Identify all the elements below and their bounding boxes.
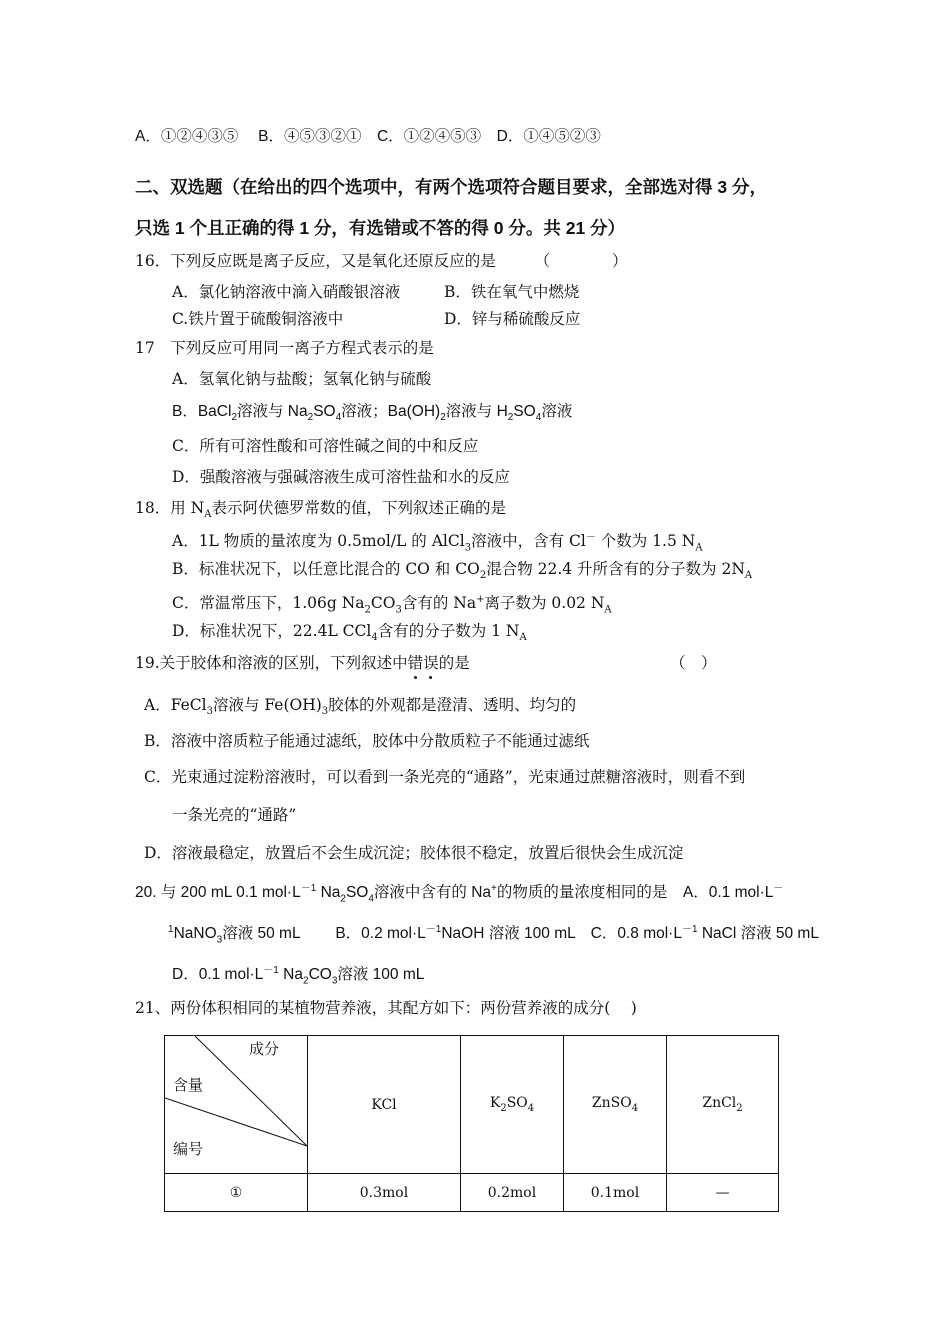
q17-stem: 17 下列反应可用同一离子方程式表示的是 — [135, 339, 434, 357]
column-header-kcl: KCl — [308, 1036, 461, 1174]
corner-label-component: 成分 — [249, 1040, 280, 1058]
q19-stem: 19.关于胶体和溶液的区别，下列叙述中错误的是 — [135, 654, 470, 672]
emphasis-dot-char: 误 — [423, 654, 439, 672]
q16-option-c: C.铁片置于硫酸铜溶液中 — [172, 310, 344, 328]
table-cell: — — [667, 1174, 779, 1212]
table-corner-cell — [165, 1036, 308, 1174]
q17-option-c: C．所有可溶性酸和可溶性碱之间的中和反应 — [172, 437, 479, 455]
table-cell-row-label: ① — [165, 1174, 308, 1212]
corner-label-number: 编号 — [173, 1140, 204, 1158]
table-cell: 0.3mol — [308, 1174, 461, 1212]
corner-label-amount: 含量 — [173, 1076, 204, 1094]
q19-option-a: A．FeCl$_3$溶液与 $Fe(OH)_3$胶体的外观都是澄清、透明、均匀的 — [144, 696, 577, 718]
q19-option-d: D．溶液最稳定，放置后不会生成沉淀；胶体很不稳定，放置后很快会生成沉淀 — [144, 844, 684, 862]
q18-stem: 18．用 $N_A$表示阿伏德罗常数的值，下列叙述正确的是 — [135, 499, 506, 521]
column-header-zncl2: ZnCl$_2$ — [667, 1036, 779, 1174]
q20-line1: 20. 与 200 mL 0.1 $mol\cdot L^{-1}$ $Na_2SO_4$溶液中含有的 Na+的物质的量浓度相同的是 A．0.1 mol·L－ — [135, 883, 784, 905]
q17-option-d: D．强酸溶液与强碱溶液生成可溶性盐和水的反应 — [172, 468, 510, 486]
column-header-znso4: ZnSO$_4$ — [564, 1036, 667, 1174]
table-cell: 0.1mol — [564, 1174, 667, 1212]
q18-option-b: B．标准状况下，以任意比混合的 CO 和 $CO_2$混合物 22.4 升所含有的分子数为 $2N_A$ — [172, 560, 753, 582]
q18-option-d: D．标准状况下，22.4L CCl$_4$含有的分子数为 1 $N_A$ — [172, 622, 527, 644]
nutrient-table — [164, 1035, 779, 1212]
emphasis-dot-char: 错 — [407, 654, 424, 672]
q17-option-a: A．氢氧化钠与盐酸；氢氧化钠与硫酸 — [172, 370, 432, 388]
q16-option-b: B．铁在氧气中燃烧 — [444, 283, 580, 301]
q19-option-b: B．溶液中溶质粒子能通过滤纸，胶体中分散质粒子不能通过滤纸 — [144, 732, 590, 750]
q19-option-c-line2: 一条光亮的“通路” — [172, 806, 297, 824]
q19-option-c-line1: C．光束通过淀粉溶液时，可以看到一条光亮的“通路”，光束通过蔗糖溶液时，则看不到 — [144, 768, 746, 786]
q16-option-d: D．锌与稀硫酸反应 — [444, 310, 581, 328]
q15-options: A．①②④③⑤ B．④⑤③②① C．①②④⑤③ D．①④⑤②③ — [135, 128, 601, 145]
table-cell: 0.2mol — [461, 1174, 564, 1212]
section2-title-line2: 只选 1 个且正确的得 1 分，有选错或不答的得 0 分。共 21 分） — [135, 218, 626, 238]
q16-option-a: A．氯化钠溶液中滴入硝酸银溶液 — [172, 283, 401, 301]
q20-line2: $^1$NaNO$_3$溶液 50 mL B．0.2 $mol\cdot L^{-1}NaOH$ 溶液 100 mL C．0.8 $mol\cdot L^{-1}$ NaCl 溶液 50 mL — [168, 924, 819, 946]
q20-line3: D．0.1 $mol\cdot L^{-1}$ $Na_2CO_3$溶液 100 mL — [172, 965, 425, 987]
section2-title-line1: 二、双选题（在给出的四个选项中，有两个选项符合题目要求，全部选对得 3 分， — [135, 177, 767, 197]
q18-option-c: C．常温常压下，1.06g $Na_2CO_3$含有的 Na+离子数为 0.02 $N_A$ — [172, 594, 612, 616]
column-header-k2so4: $K_2SO_4$ — [461, 1036, 564, 1174]
q16-stem: 16．下列反应既是离子反应，又是氧化还原反应的是 （ ） — [135, 252, 628, 270]
q17-option-b: B．BaCl$_2$溶液与 $Na_2SO_4$溶液；$Ba(OH)_2$溶液与 $H_2SO_4$溶液 — [172, 403, 573, 424]
q19-answer-bracket: （ ） — [670, 654, 717, 672]
q18-option-a: A．1L 物质的量浓度为 0.5mol/L 的 AlCl$_3$溶液中，含有 Cl－ 个数为 1.5 $N_A$ — [172, 532, 703, 554]
q21-stem: 21、两份体积相同的某植物营养液，其配方如下：两份营养液的成分( ) — [135, 999, 637, 1017]
